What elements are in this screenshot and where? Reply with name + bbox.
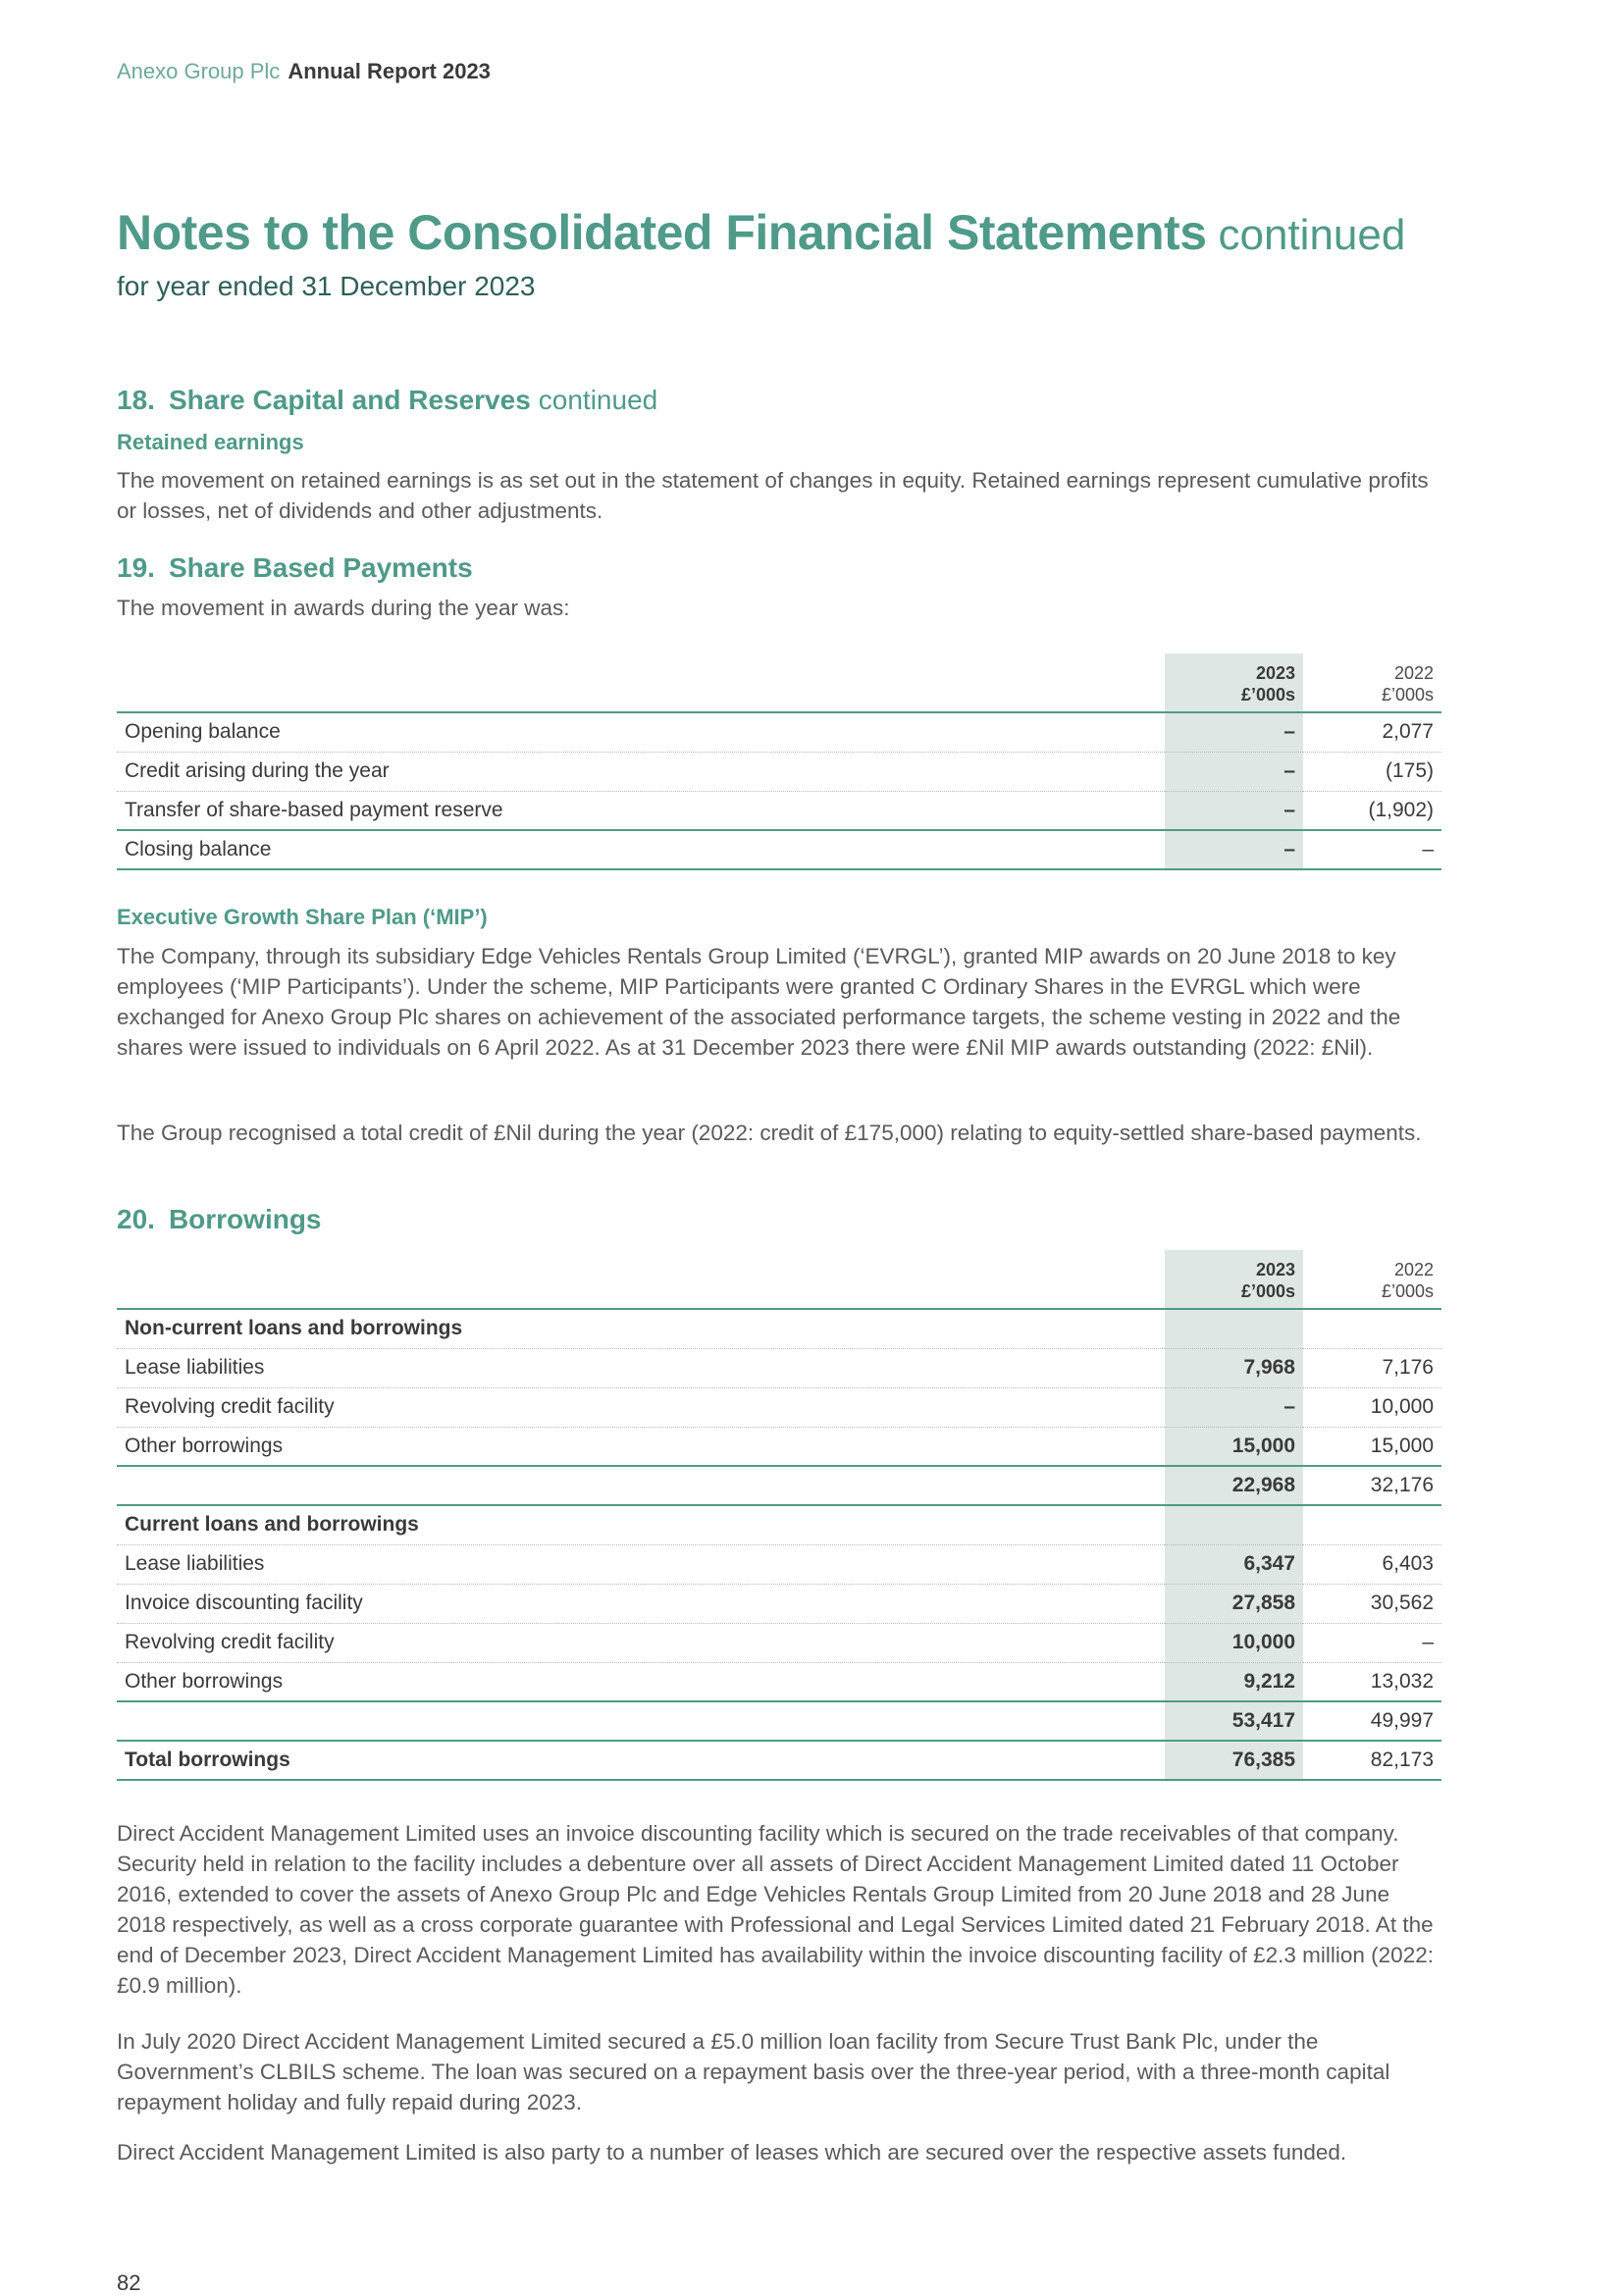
row-value-2022: (175) (1303, 752, 1441, 791)
section-20-title: Borrowings (168, 1204, 322, 1234)
page-number: 82 (117, 2270, 141, 2295)
row-value-2023 (1165, 1505, 1303, 1544)
page-title (117, 204, 1491, 261)
share-based-payments-table (117, 653, 1441, 870)
column-2022-header (1303, 1250, 1441, 1309)
row-value-2023: 7,968 (1165, 1348, 1303, 1387)
row-value-2023: 76,385 (1165, 1741, 1303, 1780)
row-value-2022: 30,562 (1303, 1584, 1441, 1623)
page-title-continued: continued (1218, 211, 1406, 259)
mip-paragraph-1: The Company, through its subsidiary Edge Vehicles Rentals Group Limited (‘EVRGL’), granted MIP awards on 20 June 2018 to key employees (‘MIP Participants’). Under the scheme, MIP Participants were granted C Ordinary Shares in the EVRGL which were exchanged for Anexo Group Plc shares on achievement of the associated performance targets, the scheme vesting in 2022 and the shares were issued to individuals on 6 April 2022. As at 31 December 2023 there were £Nil MIP awards outstanding (2022: £Nil). (117, 944, 1401, 1060)
section-18-continued: continued (538, 385, 658, 415)
table-row (117, 1427, 1441, 1466)
section-18-heading (117, 385, 1441, 416)
table-row (117, 1309, 1441, 1348)
row-value-2022: 32,176 (1303, 1466, 1441, 1505)
row-value-2022: 82,173 (1303, 1741, 1441, 1780)
section-18-number: 18. (117, 385, 155, 415)
table-row (117, 752, 1441, 791)
row-value-2022: 13,032 (1303, 1662, 1441, 1701)
borrowings-table (117, 1250, 1441, 1781)
section-19-title: Share Based Payments (168, 552, 473, 583)
column-2022-year: 2022 (1393, 663, 1434, 683)
row-label: Opening balance (117, 712, 1165, 752)
column-2023-unit: £’000s (1240, 685, 1295, 704)
table-row (117, 1348, 1441, 1387)
row-label (117, 1466, 1165, 1505)
subtotal-row (117, 1466, 1441, 1505)
table-header-label (117, 653, 1165, 712)
row-value-2022: 49,997 (1303, 1701, 1441, 1741)
column-2023-header (1165, 1250, 1303, 1309)
row-value-2022: 15,000 (1303, 1427, 1441, 1466)
row-label: Lease liabilities (117, 1348, 1165, 1387)
row-label: Lease liabilities (117, 1544, 1165, 1584)
row-label: Total borrowings (117, 1741, 1165, 1780)
running-header (117, 59, 491, 84)
row-value-2022: 7,176 (1303, 1348, 1441, 1387)
row-label: Current loans and borrowings (117, 1505, 1165, 1544)
row-value-2023: 15,000 (1165, 1427, 1303, 1466)
row-value-2023: – (1165, 1387, 1303, 1427)
section-19-heading (117, 552, 1441, 584)
row-value-2023: 53,417 (1165, 1701, 1303, 1741)
row-label: Revolving credit facility (117, 1623, 1165, 1662)
section-18-title: Share Capital and Reserves (168, 385, 531, 415)
row-label: Revolving credit facility (117, 1387, 1165, 1427)
section-20-heading (117, 1204, 1441, 1235)
row-value-2023: – (1165, 791, 1303, 830)
row-value-2023: 22,968 (1165, 1466, 1303, 1505)
share-based-payments-table-wrap (117, 653, 1441, 870)
page-title-main: Notes to the Consolidated Financial Statements (117, 205, 1207, 260)
column-2022-year: 2022 (1393, 1260, 1434, 1279)
borrowings-paragraph-1: Direct Accident Management Limited uses an invoice discounting facility which is secured on the trade receivables of that company. Security held in relation to the facility includes a debenture over all assets of Direct Accident Management Limited dated 11 October 2016, extended to cover the assets of Anexo Group Plc and Edge Vehicles Rentals Group Limited from 20 June 2018 and 28 June 2018 respectively, as well as a cross corporate guarantee with Professional and Legal Services Limited dated 21 February 2018. At the end of December 2023, Direct Accident Management Limited has availability within the invoice discounting facility of £2.3 million (2022: £0.9 million). (117, 1821, 1434, 1998)
row-value-2023: – (1165, 712, 1303, 752)
row-label: Transfer of share-based payment reserve (117, 791, 1165, 830)
row-value-2023: – (1165, 830, 1303, 869)
column-2023-header (1165, 653, 1303, 712)
row-value-2023: 27,858 (1165, 1584, 1303, 1623)
table-row (117, 1584, 1441, 1623)
section-19-number: 19. (117, 552, 155, 583)
row-value-2023: 9,212 (1165, 1662, 1303, 1701)
subtotal-row (117, 1701, 1441, 1741)
row-value-2023: 10,000 (1165, 1623, 1303, 1662)
retained-earnings-heading: Retained earnings (117, 430, 304, 454)
table-header-row (117, 653, 1441, 712)
row-value-2022: 6,403 (1303, 1544, 1441, 1584)
row-value-2023: – (1165, 752, 1303, 791)
row-value-2022 (1303, 1505, 1441, 1544)
header-report: Annual Report 2023 (288, 59, 491, 83)
row-value-2023: 6,347 (1165, 1544, 1303, 1584)
row-label: Other borrowings (117, 1662, 1165, 1701)
column-2023-unit: £’000s (1240, 1281, 1295, 1301)
mip-heading: Executive Growth Share Plan (‘MIP’) (117, 905, 488, 929)
column-2022-unit: £’000s (1381, 685, 1434, 704)
row-label: Closing balance (117, 830, 1165, 869)
column-2023-year: 2023 (1255, 1260, 1295, 1279)
table-row (117, 1505, 1441, 1544)
row-label: Non-current loans and borrowings (117, 1309, 1165, 1348)
row-label (117, 1701, 1165, 1741)
table-row (117, 830, 1441, 869)
section-19-intro: The movement in awards during the year was: (117, 596, 570, 620)
row-value-2022: – (1303, 1623, 1441, 1662)
borrowings-paragraph-3: Direct Accident Management Limited is also party to a number of leases which are secured over the respective assets funded. (117, 2140, 1347, 2165)
column-2022-unit: £’000s (1381, 1281, 1434, 1301)
total-row (117, 1741, 1441, 1780)
row-label: Invoice discounting facility (117, 1584, 1165, 1623)
section-20-number: 20. (117, 1204, 155, 1234)
column-2022-header (1303, 653, 1441, 712)
table-row (117, 1387, 1441, 1427)
table-row (117, 1623, 1441, 1662)
row-value-2022: 10,000 (1303, 1387, 1441, 1427)
table-header-row (117, 1250, 1441, 1309)
row-value-2023 (1165, 1309, 1303, 1348)
header-brand: Anexo Group Plc (117, 59, 281, 83)
retained-earnings-paragraph: The movement on retained earnings is as set out in the statement of changes in equity. Retained earnings represent cumulative profits or losses, net of dividends and other adjustments. (117, 468, 1429, 523)
table-row (117, 712, 1441, 752)
row-label: Other borrowings (117, 1427, 1165, 1466)
row-label: Credit arising during the year (117, 752, 1165, 791)
row-value-2022: 2,077 (1303, 712, 1441, 752)
borrowings-paragraph-2: In July 2020 Direct Accident Management Limited secured a £5.0 million loan facility from Secure Trust Bank Plc, under the Government’s CLBILS scheme. The loan was secured on a repayment basis over the three-year period, with a three-month capital repayment holiday and fully repaid during 2023. (117, 2029, 1390, 2114)
row-value-2022: (1,902) (1303, 791, 1441, 830)
row-value-2022 (1303, 1309, 1441, 1348)
column-2023-year: 2023 (1255, 663, 1295, 683)
table-row (117, 1662, 1441, 1701)
mip-paragraph-2: The Group recognised a total credit of £Nil during the year (2022: credit of £175,000) relating to equity-settled share-based payments. (117, 1121, 1422, 1145)
borrowings-table-wrap (117, 1250, 1441, 1781)
table-row (117, 791, 1441, 830)
row-value-2022: – (1303, 830, 1441, 869)
page-subtitle: for year ended 31 December 2023 (117, 271, 536, 301)
table-row (117, 1544, 1441, 1584)
table-header-label (117, 1250, 1165, 1309)
